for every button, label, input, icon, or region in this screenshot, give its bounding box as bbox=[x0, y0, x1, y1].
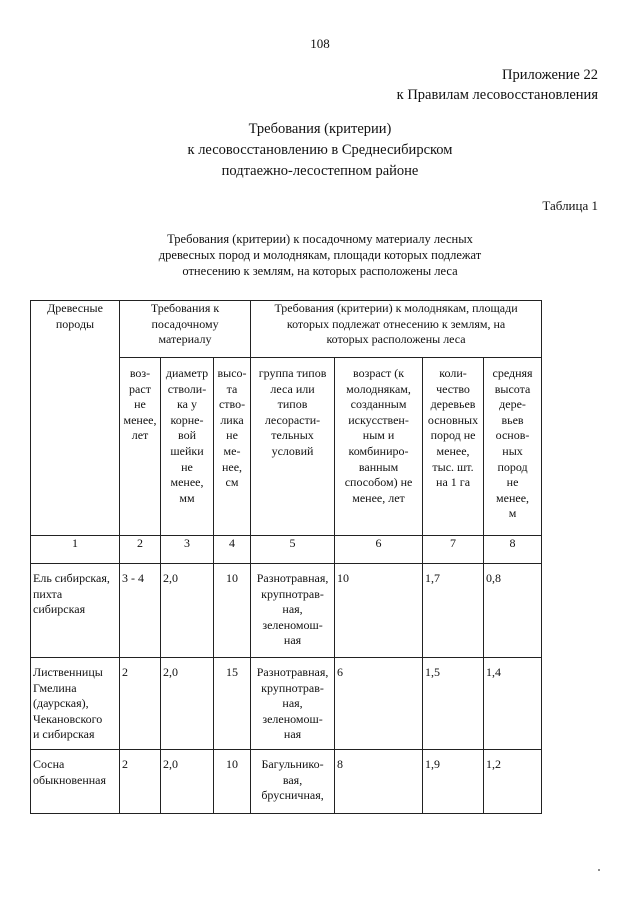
cell-line: ным и bbox=[362, 428, 395, 443]
height-cell: 10 bbox=[214, 750, 251, 814]
appendix-reference: к Правилам лесовосстановления bbox=[396, 87, 598, 103]
cell-line: не bbox=[181, 459, 193, 474]
forest-group-cell bbox=[251, 750, 335, 814]
column-number: 6 bbox=[335, 536, 423, 564]
tree-count-cell: 1,5 bbox=[423, 658, 484, 750]
age-cell: 2 bbox=[120, 658, 161, 750]
requirements-table bbox=[30, 300, 542, 814]
cell-line: вой bbox=[177, 428, 196, 443]
cell-line: типов bbox=[277, 397, 308, 412]
cell-line: породы bbox=[55, 316, 95, 331]
cell-line: возраст (к bbox=[353, 366, 405, 380]
cell-line: пихта bbox=[33, 586, 63, 601]
cell-line: менее, bbox=[123, 412, 157, 427]
cell-line: комбиниро- bbox=[348, 443, 409, 458]
cell-line: Гмелина bbox=[33, 680, 77, 695]
header-forest-type-group bbox=[251, 358, 335, 536]
cell-line: дере- bbox=[499, 397, 526, 412]
cell-line: диаметр bbox=[165, 366, 209, 380]
column-number: 7 bbox=[423, 536, 484, 564]
cell-line: материалу bbox=[158, 332, 212, 347]
cell-line: Багульнико- bbox=[261, 757, 324, 771]
column-number: 1 bbox=[31, 536, 120, 564]
tree-count-cell: 1,7 bbox=[423, 564, 484, 658]
cell-line: Требования (критерии) к молоднякам, площади bbox=[274, 301, 518, 315]
column-number: 8 bbox=[484, 536, 542, 564]
cell-line: менее, bbox=[436, 443, 470, 458]
header-planting-material bbox=[120, 301, 251, 358]
table-row bbox=[31, 750, 542, 814]
table-row bbox=[31, 564, 542, 658]
cell-line: шейки bbox=[170, 443, 204, 458]
cell-line: не bbox=[134, 397, 146, 412]
document-title bbox=[0, 119, 640, 182]
cell-line: ка у bbox=[177, 397, 197, 412]
cell-line: раст bbox=[129, 381, 151, 396]
cell-line: корне- bbox=[170, 412, 204, 427]
forest-group-cell bbox=[251, 564, 335, 658]
cell-line: та bbox=[226, 381, 238, 396]
cell-line: высота bbox=[494, 381, 531, 396]
caption-line: древесных пород и молоднякам, площади которых подлежат bbox=[158, 248, 482, 262]
cell-line: Чекановского bbox=[33, 711, 103, 726]
header-young-stands bbox=[251, 301, 542, 358]
cell-line: группа типов bbox=[258, 366, 327, 380]
cell-line: пород не bbox=[430, 428, 476, 443]
caption-line: Требования (критерии) к посадочному материалу лесных bbox=[167, 232, 473, 246]
cell-line: искусствен- bbox=[348, 412, 409, 427]
page-number: 108 bbox=[310, 36, 330, 51]
cell-line: ме- bbox=[223, 443, 241, 458]
cell-line: м bbox=[508, 506, 517, 521]
cell-line: вая, bbox=[282, 772, 303, 787]
table-label: Таблица 1 bbox=[542, 198, 598, 213]
column-number-row bbox=[31, 536, 542, 564]
cell-line: не bbox=[226, 428, 238, 443]
cell-line: нее, bbox=[221, 459, 243, 474]
age-cell: 3 - 4 bbox=[120, 564, 161, 658]
cell-line: стволи- bbox=[167, 381, 207, 396]
diameter-cell: 2,0 bbox=[161, 564, 214, 658]
cell-line: мм bbox=[179, 490, 195, 505]
cell-line: основных bbox=[427, 412, 479, 427]
tree-count-cell: 1,9 bbox=[423, 750, 484, 814]
cell-line: брусничная, bbox=[261, 788, 324, 803]
cell-line: созданным bbox=[350, 397, 407, 412]
cell-line: которых подлежат отнесению к землям, на bbox=[286, 316, 506, 331]
cell-line: см bbox=[225, 475, 239, 490]
cell-line: Разнотравная, bbox=[256, 665, 329, 679]
cell-line: ных bbox=[502, 443, 523, 458]
cell-line: зеленомош- bbox=[262, 711, 323, 726]
cell-line: на 1 га bbox=[436, 475, 471, 490]
appendix-number: Приложение 22 bbox=[502, 67, 598, 83]
cell-line: ная bbox=[283, 633, 302, 648]
title-line: подтаежно-лесостепном районе bbox=[221, 163, 419, 179]
cell-line: молоднякам, bbox=[346, 381, 411, 396]
cell-line: тельных bbox=[271, 428, 314, 443]
header-young-age bbox=[335, 358, 423, 536]
table-row bbox=[31, 658, 542, 750]
cell-line: ная, bbox=[282, 696, 303, 711]
cell-line: обыкновенная bbox=[33, 772, 107, 787]
header-stem-diameter bbox=[161, 358, 214, 536]
cell-line: вьев bbox=[501, 412, 524, 427]
column-number: 5 bbox=[251, 536, 335, 564]
cell-line: основ- bbox=[495, 428, 530, 443]
cell-line: лесорасти- bbox=[264, 412, 321, 427]
cell-line: чество bbox=[436, 381, 470, 396]
cell-line: зеленомош- bbox=[262, 617, 323, 632]
average-height-cell: 0,8 bbox=[484, 564, 542, 658]
cell-line: посадочному bbox=[151, 316, 219, 331]
title-line: Требования (критерии) bbox=[248, 121, 392, 137]
species-cell bbox=[31, 564, 120, 658]
scan-speck bbox=[598, 869, 600, 871]
cell-line: леса или bbox=[270, 381, 315, 396]
species-cell bbox=[31, 750, 120, 814]
cell-line: ная bbox=[283, 727, 302, 742]
height-cell: 15 bbox=[214, 658, 251, 750]
cell-line: ванным bbox=[358, 459, 399, 474]
cell-line: не bbox=[506, 475, 519, 490]
cell-line: коли- bbox=[439, 366, 467, 380]
cell-line: способом) не bbox=[344, 475, 413, 490]
young-age-cell: 10 bbox=[335, 564, 423, 658]
column-number: 4 bbox=[214, 536, 251, 564]
cell-line: тыс. шт. bbox=[432, 459, 474, 474]
forest-group-cell bbox=[251, 658, 335, 750]
cell-line: крупнотрав- bbox=[261, 680, 324, 695]
cell-line: (даурская), bbox=[33, 696, 89, 711]
cell-line: воз- bbox=[129, 366, 151, 380]
cell-line: ная, bbox=[282, 602, 303, 617]
cell-line: Требования к bbox=[150, 301, 220, 315]
average-height-cell: 1,2 bbox=[484, 750, 542, 814]
species-cell bbox=[31, 658, 120, 750]
cell-line: менее, лет bbox=[352, 490, 405, 505]
cell-line: ство- bbox=[218, 397, 246, 412]
cell-line: Лиственницы bbox=[33, 665, 103, 679]
cell-line: лет bbox=[131, 428, 149, 443]
header-seedling-age bbox=[120, 358, 161, 536]
header-average-height bbox=[484, 358, 542, 536]
header-tree-count bbox=[423, 358, 484, 536]
header-stem-height bbox=[214, 358, 251, 536]
title-line: к лесовосстановлению в Среднесибирском bbox=[187, 142, 453, 158]
cell-line: условий bbox=[271, 443, 314, 458]
column-number: 3 bbox=[161, 536, 214, 564]
cell-line: Древесные bbox=[47, 301, 103, 315]
cell-line: пород bbox=[497, 459, 528, 474]
cell-line: Ель сибирская, bbox=[33, 571, 110, 585]
age-cell: 2 bbox=[120, 750, 161, 814]
cell-line: сибирская bbox=[33, 602, 86, 617]
cell-line: деревьев bbox=[430, 397, 476, 412]
young-age-cell: 8 bbox=[335, 750, 423, 814]
cell-line: средняя bbox=[492, 366, 533, 380]
cell-line: высо- bbox=[217, 366, 247, 380]
diameter-cell: 2,0 bbox=[161, 750, 214, 814]
average-height-cell: 1,4 bbox=[484, 658, 542, 750]
table-caption bbox=[0, 231, 640, 279]
header-species bbox=[31, 301, 120, 536]
cell-line: Сосна bbox=[33, 757, 65, 771]
cell-line: лика bbox=[220, 412, 244, 427]
cell-line: которых расположены леса bbox=[326, 332, 466, 347]
cell-line: менее, bbox=[496, 490, 530, 505]
cell-line: менее, bbox=[170, 475, 204, 490]
cell-line: крупнотрав- bbox=[261, 586, 324, 601]
cell-line: и сибирская bbox=[33, 727, 95, 742]
column-number: 2 bbox=[120, 536, 161, 564]
cell-line: Разнотравная, bbox=[256, 571, 329, 585]
height-cell: 10 bbox=[214, 564, 251, 658]
caption-line: отнесению к землям, на которых расположены леса bbox=[182, 264, 458, 278]
young-age-cell: 6 bbox=[335, 658, 423, 750]
diameter-cell: 2,0 bbox=[161, 658, 214, 750]
